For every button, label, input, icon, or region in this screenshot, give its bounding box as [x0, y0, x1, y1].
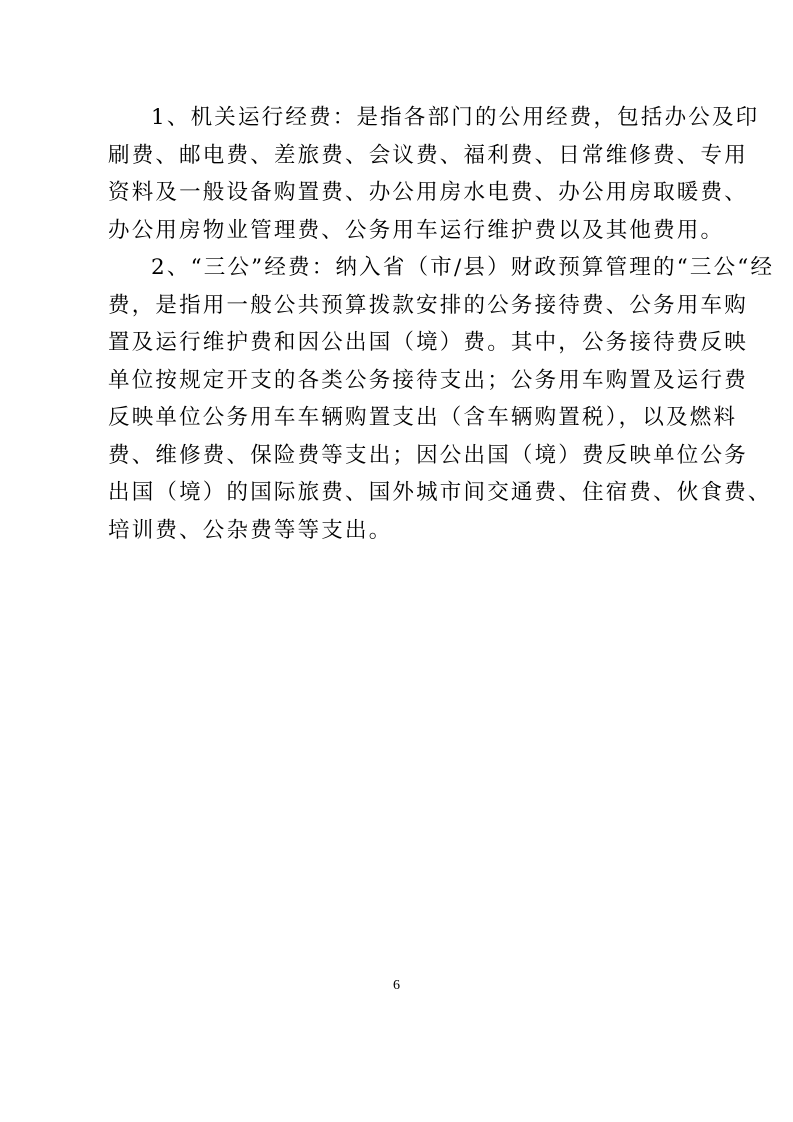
text-line: 办公用房物业管理费、公务用车运行维护费以及其他费用。 [108, 217, 725, 243]
text-line: 1、机关运行经费：是指各部门的公用经费，包括办公及印 [151, 105, 760, 130]
text-line: 反映单位公务用车车辆购置支出（含车辆购置税），以及燃料 [108, 405, 738, 430]
paragraph-operating-expenses [108, 99, 760, 249]
text-line: 费、维修费、保险费等支出；因公出国（境）费反映单位公务 [108, 442, 748, 468]
text-line: 培训费、公杂费等等支出。 [108, 517, 393, 543]
text-line: 刷费、邮电费、差旅费、会议费、福利费、日常维修费、专用 [108, 142, 748, 168]
text-line: 2、“三公”经费：纳入省（市/县）财政预算管理的“三公“经 [151, 255, 775, 280]
text-line: 单位按规定开支的各类公务接待支出；公务用车购置及运行费 [108, 367, 748, 393]
text-line: 费，是指用一般公共预算拨款安排的公务接待费、公务用车购 [108, 292, 748, 318]
paragraph-three-public-expenses [108, 249, 775, 549]
page-number: 6 [393, 978, 400, 993]
text-line: 出国（境）的国际旅费、国外城市间交通费、住宿费、伙食费、 [108, 480, 772, 505]
body-text [108, 99, 775, 549]
text-line: 置及运行维护费和因公出国（境）费。其中，公务接待费反映 [108, 330, 748, 355]
text-line: 资料及一般设备购置费、办公用房水电费、办公用房取暖费、 [108, 180, 748, 205]
